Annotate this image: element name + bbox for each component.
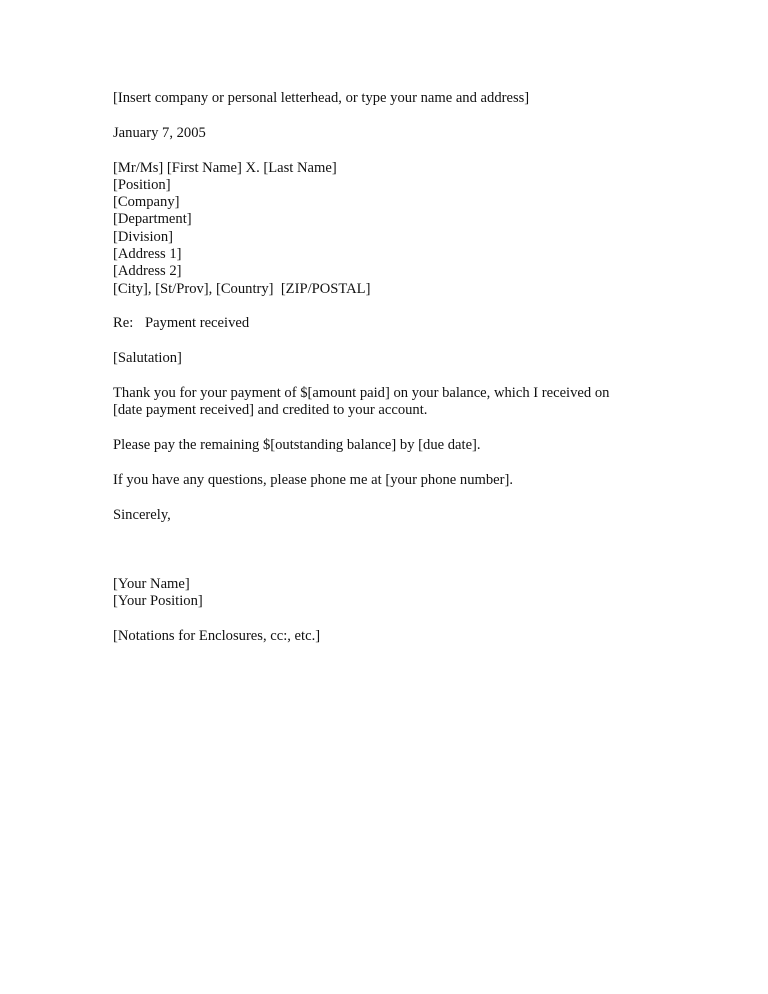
- recipient-position: [Position]: [113, 176, 171, 193]
- paragraph-1-line-1: Thank you for your payment of $[amount paid] on your balance, which I received on: [113, 385, 610, 402]
- letterhead-text: [Insert company or personal letterhead, or type your name and address]: [113, 90, 530, 106]
- recipient-address-2: [Address 2]: [113, 263, 182, 280]
- subject-line: [113, 315, 673, 332]
- letter-page: [113, 90, 673, 645]
- closing: Sincerely,: [113, 506, 171, 523]
- body-paragraph-1: [113, 385, 673, 420]
- recipient-department: [Department]: [113, 211, 192, 228]
- recipient-company: [Company]: [113, 194, 180, 211]
- body-paragraph-2: Please pay the remaining $[outstanding balance] by [due date].: [113, 437, 481, 454]
- salutation: [Salutation]: [113, 350, 182, 367]
- recipient-division: [Division]: [113, 228, 173, 245]
- recipient-name: [Mr/Ms] [First Name] X. [Last Name]: [113, 159, 337, 176]
- re-label: Re:: [113, 315, 134, 332]
- signer-position: [Your Position]: [113, 593, 203, 610]
- signature-block: [113, 576, 673, 611]
- recipient-address-block: [113, 160, 673, 298]
- body-paragraph-3: If you have any questions, please phone me at [your phone number].: [113, 471, 513, 488]
- signer-name: [Your Name]: [113, 576, 190, 593]
- re-subject: Payment received: [145, 315, 250, 332]
- paragraph-1-line-2: [date payment received] and credited to your account.: [113, 402, 428, 419]
- recipient-city-line: [City], [St/Prov], [Country] [ZIP/POSTAL]: [113, 280, 371, 297]
- letter-date: January 7, 2005: [113, 124, 206, 141]
- recipient-address-1: [Address 1]: [113, 246, 182, 263]
- notations: [Notations for Enclosures, cc:, etc.]: [113, 628, 321, 645]
